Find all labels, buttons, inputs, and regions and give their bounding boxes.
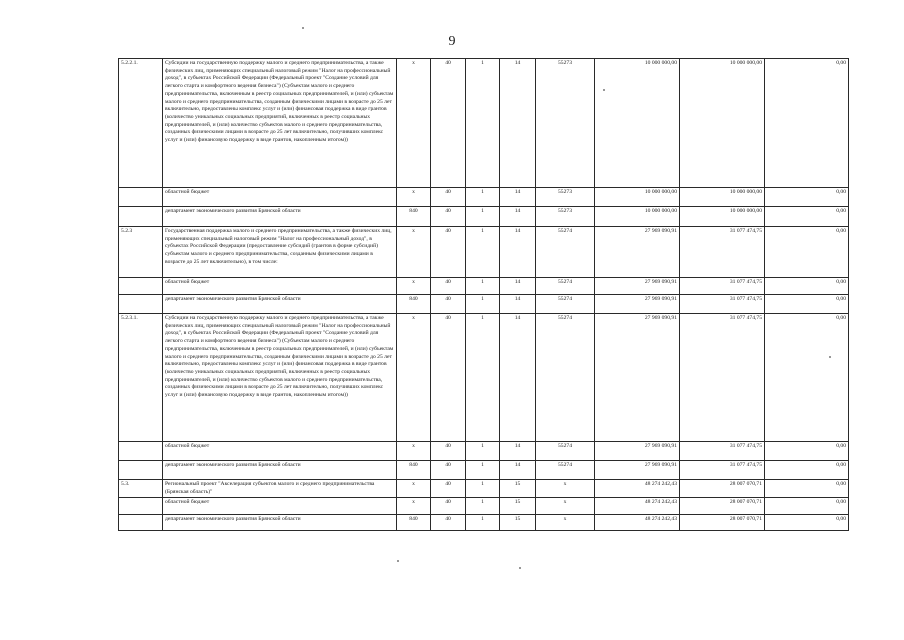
row-amount-year2: 28 007 070,71: [680, 515, 765, 531]
row-amount-year1: 27 969 090,91: [595, 442, 680, 461]
row-target-item: 14: [500, 227, 536, 278]
row-section: 40: [431, 295, 466, 314]
row-section: 40: [431, 515, 466, 531]
page-number: 9: [448, 34, 456, 49]
row-expense-type: 55273: [536, 188, 595, 207]
scan-speck: [397, 560, 399, 562]
row-expense-type: 55274: [536, 442, 595, 461]
table-row: [119, 59, 849, 188]
row-amount-year3: 0,00: [765, 295, 849, 314]
row-name: Субсидии на государственную поддержку малого и среднего предпринимательства, а также физических лиц, применяющих специальный налоговый режим "Налог на профессиональный доход", в субъектах Российской Федерации (Федеральный проект "Создание условий для легкого старта и комфортного ведения бизнеса") (Субъектам малого и среднего предпринимательства, включенным в реестр социальных предпринимателей, и (или) субъектам малого и среднего предпринимательства, созданным физическими лицами в возрасте до 25 лет включительно, предоставлены комплекс услуг и (или) финансовая поддержка в виде грантов (количество уникальных социальных предприятий, включенных в реестр социальных предпринимателей, и (или) количество субъектов малого и среднего предпринимательства, созданных физическими лицами в возрасте до 25 лет включительно, получивших комплекс услуг и (или) финансовую поддержку в виде грантов, накопленным итогом)): [163, 314, 397, 442]
row-grbs: 840: [397, 295, 431, 314]
row-target-item: 15: [500, 515, 536, 531]
row-amount-year2: 10 000 000,00: [680, 59, 765, 188]
row-grbs: x: [397, 227, 431, 278]
row-amount-year2: 28 007 070,71: [680, 498, 765, 515]
row-subsection: 1: [466, 461, 500, 480]
table-row: [119, 498, 849, 515]
row-section: 40: [431, 59, 466, 188]
row-grbs: 840: [397, 207, 431, 227]
row-grbs: x: [397, 188, 431, 207]
table-row: [119, 295, 849, 314]
row-subsection: 1: [466, 480, 500, 498]
row-number: [119, 515, 163, 531]
table-row: [119, 442, 849, 461]
row-amount-year3: 0,00: [765, 207, 849, 227]
row-expense-type: 55273: [536, 207, 595, 227]
table-row: [119, 278, 849, 295]
row-amount-year1: 27 969 090,91: [595, 314, 680, 442]
row-amount-year3: 0,00: [765, 278, 849, 295]
row-name: Региональный проект "Акселерация субъектов малого и среднего предпринимательства (Брянская область)": [163, 480, 397, 498]
row-number: 5.2.3: [119, 227, 163, 278]
row-amount-year2: 31 077 474,75: [680, 461, 765, 480]
row-grbs: 840: [397, 461, 431, 480]
row-target-item: 14: [500, 207, 536, 227]
row-amount-year1: 10 000 000,00: [595, 59, 680, 188]
row-expense-type: x: [536, 515, 595, 531]
row-number: [119, 188, 163, 207]
row-expense-type: 55274: [536, 227, 595, 278]
row-grbs: x: [397, 59, 431, 188]
row-grbs: 840: [397, 515, 431, 531]
row-subsection: 1: [466, 314, 500, 442]
row-amount-year2: 10 000 000,00: [680, 207, 765, 227]
table-row: [119, 227, 849, 278]
row-amount-year2: 28 007 070,71: [680, 480, 765, 498]
scan-speck: [829, 356, 831, 358]
row-amount-year1: 27 969 090,91: [595, 227, 680, 278]
row-amount-year2: 31 077 474,75: [680, 295, 765, 314]
row-section: 40: [431, 188, 466, 207]
row-subsection: 1: [466, 278, 500, 295]
row-amount-year2: 31 077 474,75: [680, 442, 765, 461]
row-expense-type: 55274: [536, 314, 595, 442]
row-amount-year1: 27 969 090,91: [595, 295, 680, 314]
row-target-item: 14: [500, 314, 536, 442]
row-number: [119, 498, 163, 515]
row-section: 40: [431, 278, 466, 295]
scan-speck: [302, 27, 304, 29]
row-expense-type: x: [536, 498, 595, 515]
row-number: [119, 295, 163, 314]
row-grbs: x: [397, 314, 431, 442]
row-subsection: 1: [466, 59, 500, 188]
row-number: [119, 207, 163, 227]
row-target-item: 14: [500, 442, 536, 461]
row-subsection: 1: [466, 188, 500, 207]
row-section: 40: [431, 442, 466, 461]
row-name: Государственная поддержка малого и среднего предпринимательства, а также физических лиц, применяющих специальный налоговый режим "Налог на профессиональный доход", в субъектах Российской Федерации (предоставление субсидий (грантов в форме субсидий) субъектам малого и среднего предпринимательства, созданным физическими лицами в возрасте до 25 лет включительно), в том числе:: [163, 227, 397, 278]
row-amount-year2: 31 077 474,75: [680, 314, 765, 442]
row-name: областной бюджет: [163, 442, 397, 461]
row-amount-year1: 48 274 242,43: [595, 498, 680, 515]
row-target-item: 15: [500, 480, 536, 498]
row-section: 40: [431, 227, 466, 278]
row-number: [119, 278, 163, 295]
row-amount-year2: 10 000 000,00: [680, 188, 765, 207]
row-subsection: 1: [466, 207, 500, 227]
row-number: 5.3.: [119, 480, 163, 498]
row-subsection: 1: [466, 515, 500, 531]
row-amount-year2: 31 077 474,75: [680, 227, 765, 278]
row-amount-year3: 0,00: [765, 314, 849, 442]
row-name: Субсидии на государственную поддержку малого и среднего предпринимательства, а также физических лиц, применяющих специальный налоговый режим "Налог на профессиональный доход", в субъектах Российской Федерации (Федеральный проект "Создание условий для легкого старта и комфортного ведения бизнеса") (Субъектам малого и среднего предпринимательства, включенным в реестр социальных предпринимателей, и (или) субъектам малого и среднего предпринимательства, созданным физическими лицами в возрасте до 25 лет включительно, предоставлены комплекс услуг и (или) финансовая поддержка в виде грантов (количество уникальных социальных предприятий, включенных в реестр социальных предпринимателей, и (или) количество субъектов малого и среднего предпринимательства, созданных физическими лицами в возрасте до 25 лет включительно, получивших комплекс услуг и (или) финансовую поддержку в виде грантов, накопленным итогом)): [163, 59, 397, 188]
row-section: 40: [431, 498, 466, 515]
row-expense-type: 55273: [536, 59, 595, 188]
row-target-item: 15: [500, 498, 536, 515]
row-number: 5.2.2.1.: [119, 59, 163, 188]
row-amount-year3: 0,00: [765, 461, 849, 480]
row-expense-type: 55274: [536, 295, 595, 314]
scan-speck: [519, 567, 521, 569]
row-amount-year1: 10 000 000,00: [595, 207, 680, 227]
row-target-item: 14: [500, 461, 536, 480]
table-row: [119, 461, 849, 480]
row-section: 40: [431, 461, 466, 480]
row-subsection: 1: [466, 295, 500, 314]
row-grbs: x: [397, 442, 431, 461]
row-expense-type: 55274: [536, 461, 595, 480]
table-row: [119, 480, 849, 498]
row-amount-year1: 27 969 090,91: [595, 278, 680, 295]
row-subsection: 1: [466, 227, 500, 278]
row-number: 5.2.3.1.: [119, 314, 163, 442]
row-grbs: x: [397, 278, 431, 295]
row-grbs: x: [397, 498, 431, 515]
row-section: 40: [431, 207, 466, 227]
row-subsection: 1: [466, 442, 500, 461]
row-expense-type: 55274: [536, 278, 595, 295]
row-target-item: 14: [500, 295, 536, 314]
row-target-item: 14: [500, 278, 536, 295]
table-row: [119, 314, 849, 442]
row-name: департамент экономического развития Брянской области: [163, 515, 397, 531]
table-row: [119, 515, 849, 531]
row-subsection: 1: [466, 498, 500, 515]
row-amount-year2: 31 077 474,75: [680, 278, 765, 295]
row-amount-year3: 0,00: [765, 188, 849, 207]
row-expense-type: x: [536, 480, 595, 498]
row-name: департамент экономического развития Брянской области: [163, 207, 397, 227]
row-name: департамент экономического развития Брянской области: [163, 295, 397, 314]
row-name: областной бюджет: [163, 188, 397, 207]
row-amount-year3: 0,00: [765, 59, 849, 188]
table-row: [119, 188, 849, 207]
row-amount-year1: 10 000 000,00: [595, 188, 680, 207]
row-number: [119, 442, 163, 461]
row-target-item: 14: [500, 59, 536, 188]
row-amount-year1: 27 969 090,91: [595, 461, 680, 480]
row-name: департамент экономического развития Брянской области: [163, 461, 397, 480]
budget-table: [118, 58, 849, 531]
row-amount-year3: 0,00: [765, 515, 849, 531]
scan-speck: [603, 89, 605, 91]
row-amount-year1: 48 274 242,43: [595, 515, 680, 531]
row-name: областной бюджет: [163, 278, 397, 295]
row-section: 40: [431, 314, 466, 442]
row-section: 40: [431, 480, 466, 498]
row-amount-year3: 0,00: [765, 442, 849, 461]
row-number: [119, 461, 163, 480]
row-amount-year3: 0,00: [765, 498, 849, 515]
row-amount-year3: 0,00: [765, 227, 849, 278]
row-amount-year1: 48 274 242,43: [595, 480, 680, 498]
row-grbs: x: [397, 480, 431, 498]
table-row: [119, 207, 849, 227]
row-target-item: 14: [500, 188, 536, 207]
row-name: областной бюджет: [163, 498, 397, 515]
row-amount-year3: 0,00: [765, 480, 849, 498]
